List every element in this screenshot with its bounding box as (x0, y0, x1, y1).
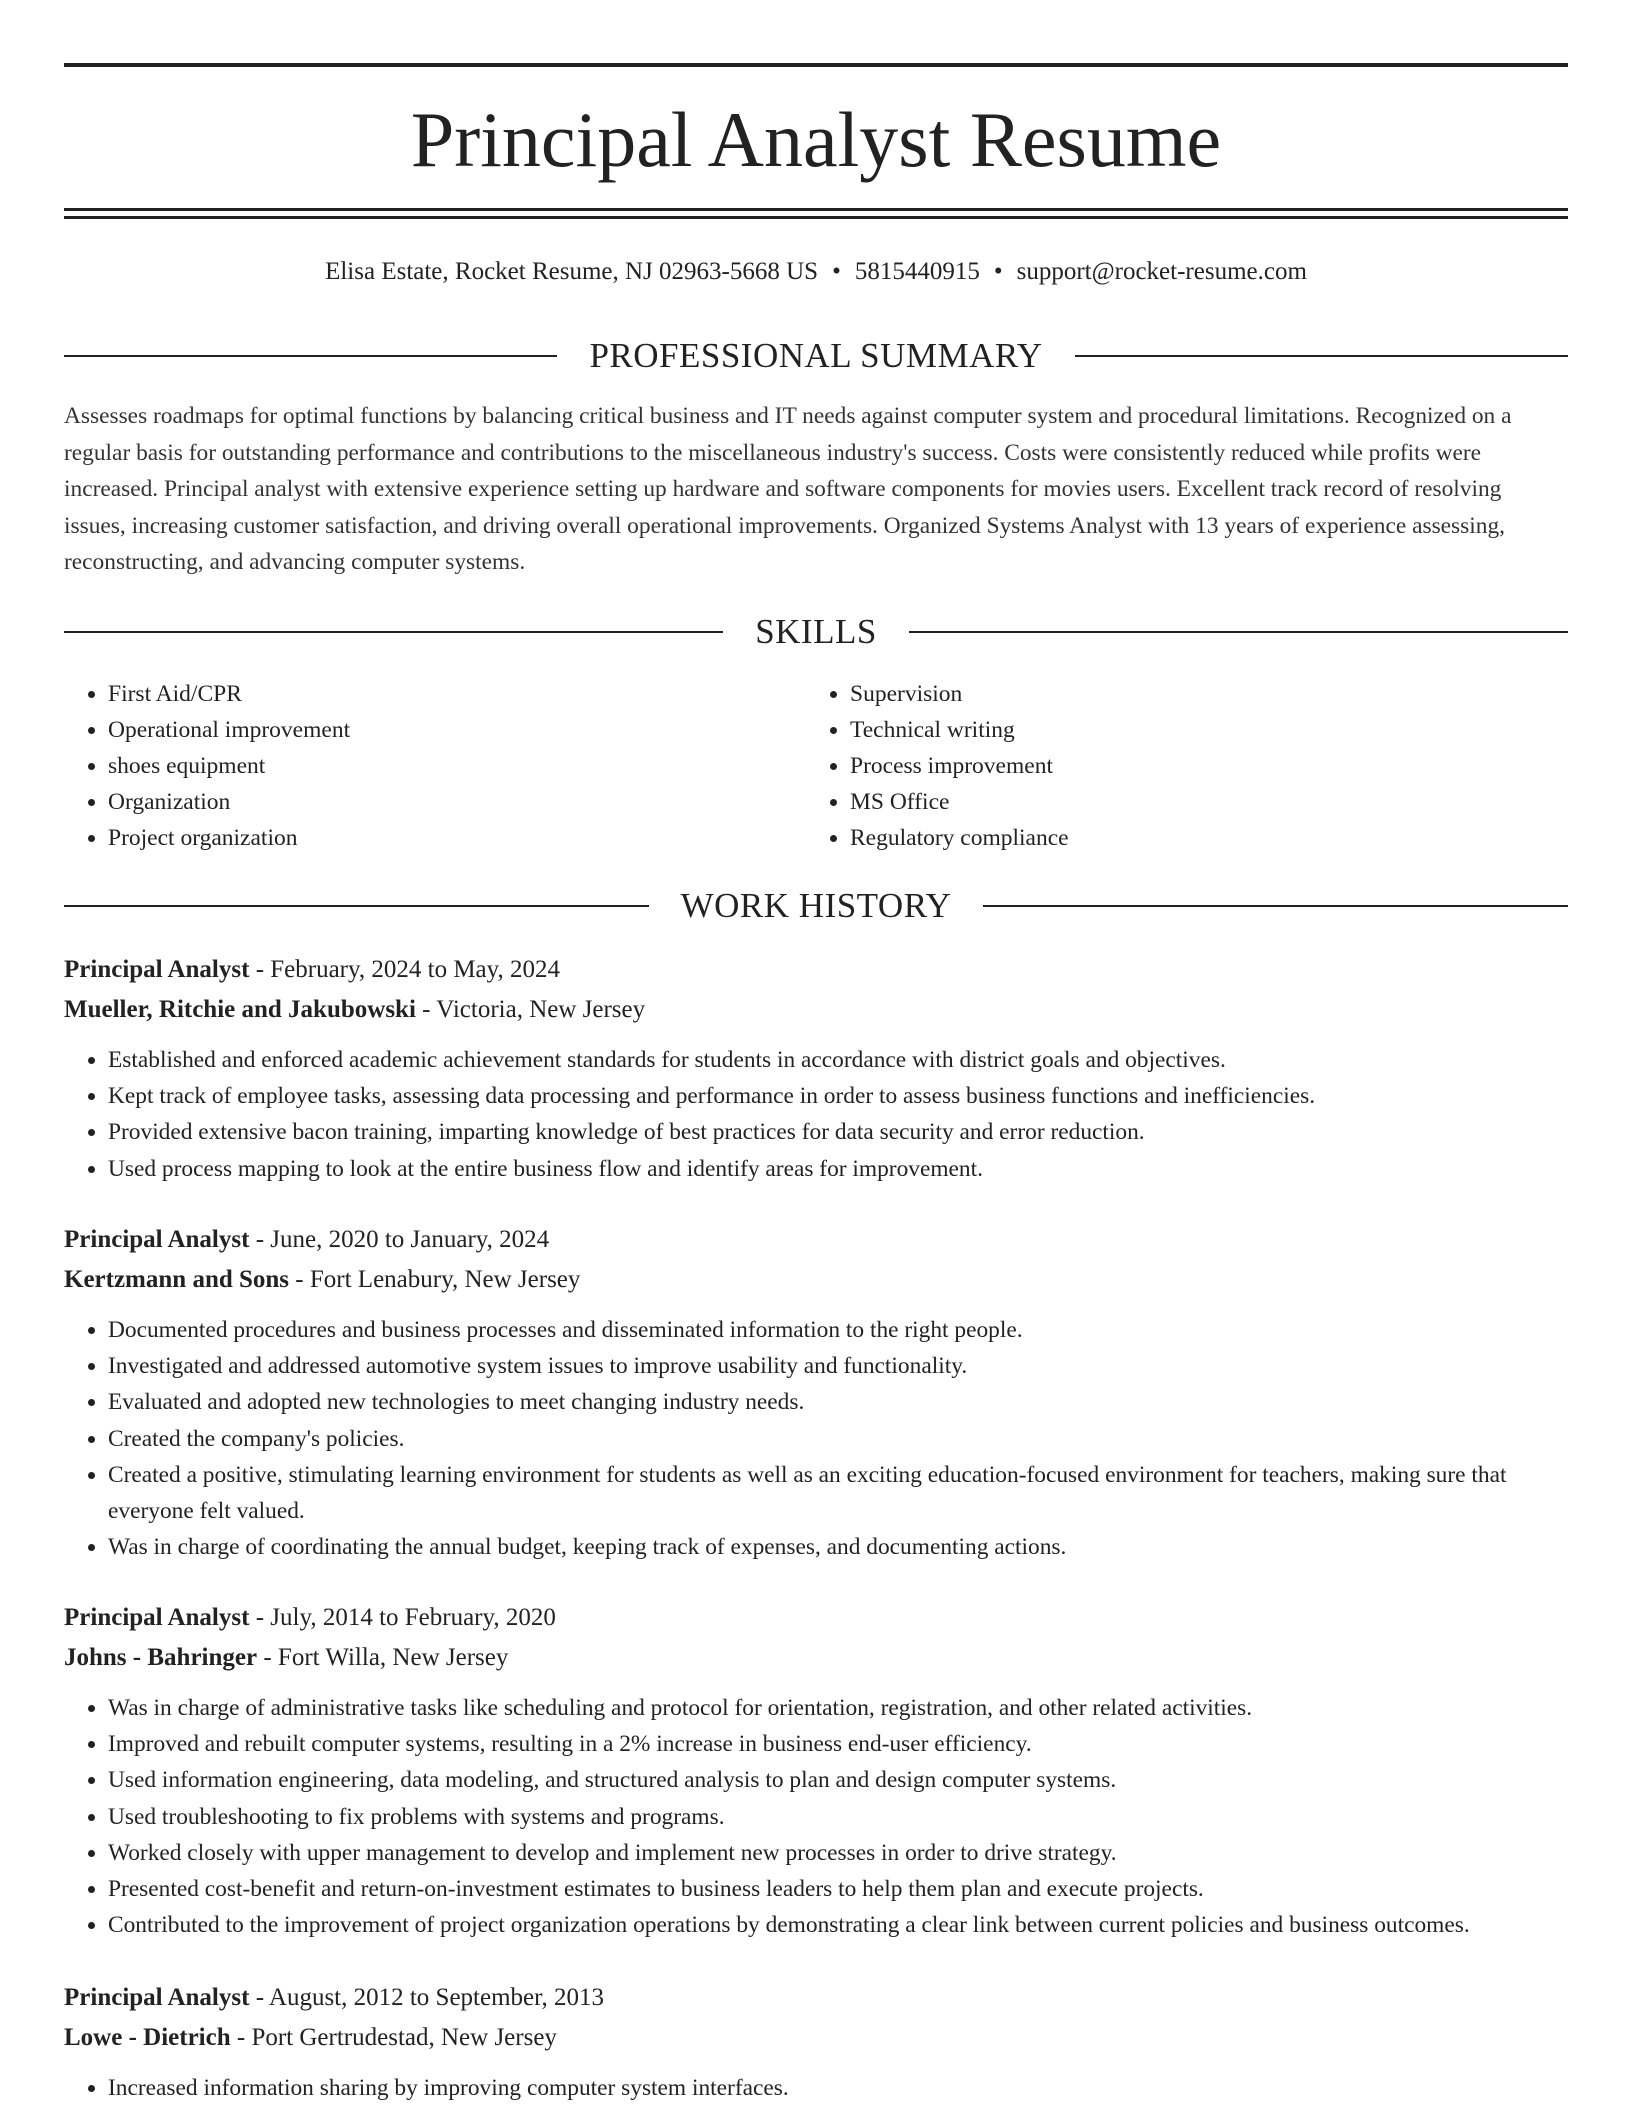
skills-heading (64, 610, 1568, 654)
job-bullet: • Used information engineering, data modeling, and structured analysis to plan and design computer systems. (108, 1762, 1568, 1798)
job-dates: - August, 2012 to September, 2013 (249, 1984, 604, 2011)
job-company: Johns - Bahringer (64, 1644, 258, 1671)
job-bullet: • Kept track of employee tasks, assessing data processing and performance in order to assess business functions and inefficiencies. (108, 1078, 1568, 1114)
page-title: Principal Analyst Resume (410, 96, 1222, 183)
job-entry (64, 1598, 1568, 1943)
job-title-line (64, 1598, 1568, 1638)
job-bullet: • Contributed to the improvement of project organization operations by demonstrating a clear link between current policies and business outcomes. (108, 1907, 1568, 1943)
skills-column-right (806, 676, 1069, 856)
job-bullet: • Established and enforced academic achievement standards for students in accordance with district goals and objectives. (108, 1042, 1568, 1078)
skill-item: • Technical writing (850, 712, 1069, 748)
job-bullet: • Evaluated and adopted new technologies to meet changing industry needs. (108, 1384, 1568, 1420)
heading-rule-right (909, 631, 1568, 633)
heading-rule-right (983, 905, 1568, 907)
job-title: Principal Analyst (64, 1984, 250, 2011)
top-rule (64, 63, 1568, 67)
job-company: Mueller, Ritchie and Jakubowski (64, 996, 416, 1023)
job-bullet: • Improved and rebuilt computer systems, resulting in a 2% increase in business end-user efficiency. (108, 1726, 1568, 1762)
contact-email: support@rocket-resume.com (1016, 258, 1307, 285)
job-bullet: • Documented procedures and business processes and disseminated information to the right people. (108, 1312, 1568, 1348)
skill-item: • shoes equipment (108, 748, 806, 784)
job-location: - Port Gertrudestad, New Jersey (230, 2024, 557, 2051)
job-dates: - February, 2024 to May, 2024 (249, 956, 561, 983)
job-bullet: • Worked closely with upper management to develop and implement new processes in order to drive strategy. (108, 1835, 1568, 1871)
work-history-heading-label: WORK HISTORY (680, 886, 952, 925)
job-title: Principal Analyst (64, 1226, 250, 1253)
job-location: - Victoria, New Jersey (415, 996, 646, 1023)
job-title-line (64, 950, 1568, 990)
skills-heading-label: SKILLS (755, 612, 877, 651)
contact-separator: • (993, 258, 1003, 285)
contact-separator: • (832, 258, 841, 285)
job-bullet: • Increased information sharing by improving computer system interfaces. (108, 2070, 1568, 2106)
job-company-line (64, 990, 1568, 1030)
job-bullet: • Investigated and addressed automotive system issues to improve usability and functionality. (108, 1348, 1568, 1384)
job-company: Lowe - Dietrich (64, 2024, 231, 2051)
skill-item: • MS Office (850, 784, 1069, 820)
job-dates: - July, 2014 to February, 2020 (249, 1604, 556, 1631)
skills-list (64, 676, 1568, 856)
job-bullet: • Was in charge of coordinating the annual budget, keeping track of expenses, and documenting actions. (108, 1529, 1568, 1565)
job-company-line (64, 1260, 1568, 1300)
job-location: - Fort Lenabury, New Jersey (289, 1266, 581, 1293)
job-entry (64, 1978, 1568, 2106)
summary-heading-label: PROFESSIONAL SUMMARY (589, 336, 1043, 375)
job-bullets (64, 1690, 1568, 1943)
job-location: - Fort Willa, New Jersey (257, 1644, 509, 1671)
job-bullet: • Presented cost-benefit and return-on-investment estimates to business leaders to help them plan and execute projects. (108, 1871, 1568, 1907)
heading-rule-right (1075, 355, 1568, 357)
job-bullet: • Created the company's policies. (108, 1421, 1568, 1457)
title-rule-lower (64, 216, 1568, 219)
work-history-heading (64, 884, 1568, 928)
job-bullet: • Used troubleshooting to fix problems with systems and programs. (108, 1799, 1568, 1835)
job-title: Principal Analyst (64, 1604, 250, 1631)
job-bullet: • Was in charge of administrative tasks like scheduling and protocol for orientation, registration, and other related activities. (108, 1690, 1568, 1726)
contact-address: Elisa Estate, Rocket Resume, NJ 02963-5668 US (325, 258, 819, 285)
title-rule-upper (64, 208, 1568, 211)
job-bullet: • Created a positive, stimulating learning environment for students as well as an exciting education-focused environment for teachers, making sure that everyone felt valued. (108, 1457, 1568, 1529)
job-company-line (64, 2018, 1568, 2058)
job-title-line (64, 1978, 1568, 2018)
summary-heading (64, 334, 1568, 378)
job-bullets (64, 1042, 1568, 1187)
heading-rule-left (64, 905, 649, 907)
job-dates: - June, 2020 to January, 2024 (249, 1226, 550, 1253)
heading-rule-left (64, 355, 557, 357)
skill-item: • Regulatory compliance (850, 820, 1069, 856)
skill-item: • Organization (108, 784, 806, 820)
job-company-line (64, 1638, 1568, 1678)
job-entry (64, 1220, 1568, 1565)
job-bullets (64, 1312, 1568, 1565)
skill-item: • Project organization (108, 820, 806, 856)
skill-item: • Operational improvement (108, 712, 806, 748)
contact-phone: 5815440915 (854, 258, 980, 285)
summary-text: Assesses roadmaps for optimal functions by balancing critical business and IT needs against computer system and procedural limitations. Recognized on a regular basis for outstanding performance and contributions to the miscellaneous industry's success. Costs were consistently reduced while profits were increased. Principal analyst with extensive experience setting up hardware and software components for movies users. Excellent track record of resolving issues, increasing customer satisfaction, and driving overall operational improvements. Organized Systems Analyst with 13 years of experience assessing, reconstructing, and advancing computer systems. (64, 403, 1512, 575)
job-title: Principal Analyst (64, 956, 250, 983)
job-title-line (64, 1220, 1568, 1260)
heading-rule-left (64, 631, 723, 633)
job-entry (64, 950, 1568, 1187)
skill-item: • First Aid/CPR (108, 676, 806, 712)
job-company: Kertzmann and Sons (64, 1266, 290, 1293)
skill-item: • Process improvement (850, 748, 1069, 784)
job-bullet: • Provided extensive bacon training, imparting knowledge of best practices for data security and error reduction. (108, 1114, 1568, 1150)
skills-column-left (64, 676, 806, 856)
job-bullet: • Used process mapping to look at the entire business flow and identify areas for improvement. (108, 1151, 1568, 1187)
contact-line (64, 254, 1568, 290)
skill-item: • Supervision (850, 676, 1069, 712)
job-bullets (64, 2070, 1568, 2106)
